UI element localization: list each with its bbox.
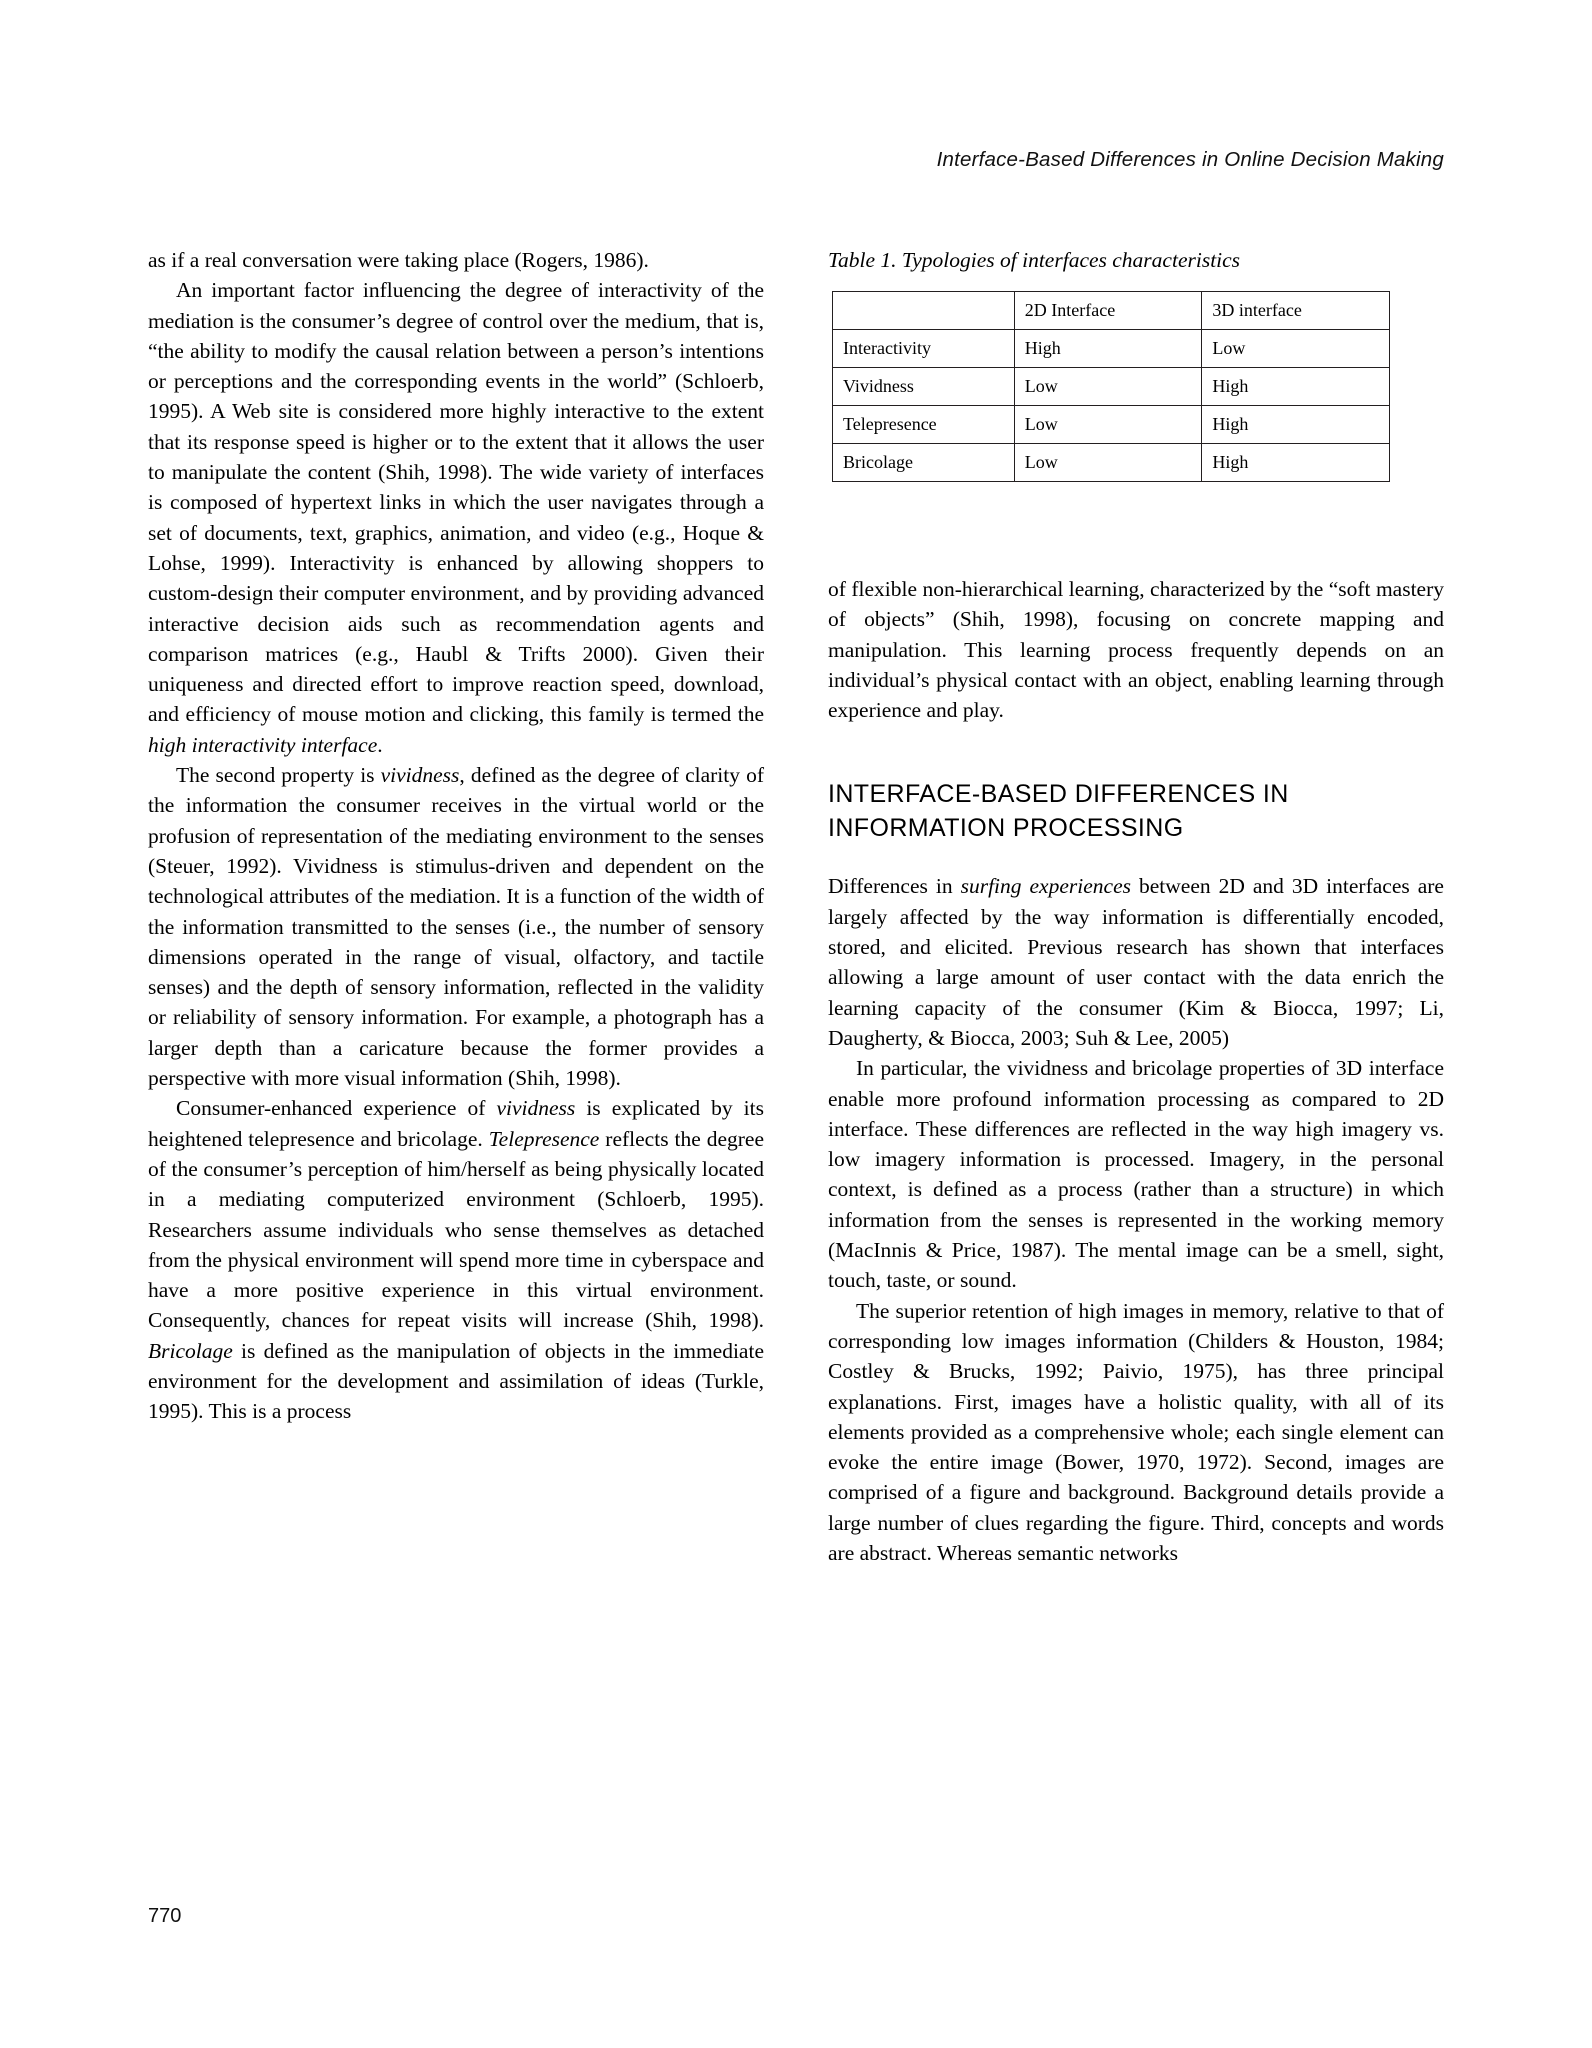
left-column [148,245,764,1568]
text-run: is explicated by its heightened telepresence and bricolage. [148,1096,764,1151]
text-run: is defined as the manipulation of objects in the immediate environment for the development and assimilation of ideas (Turkle, 1995). This is a process [148,1338,764,1424]
section-heading: INTERFACE-BASED DIFFERENCES IN INFORMATION PROCESSING [828,780,1289,843]
right-column-paragraphs-before-heading [828,574,1444,725]
table-cell: High [1014,330,1202,368]
text-run: , defined as the degree of clarity of the information the consumer receives in the virtual world or the profusion of representation of the mediating environment to the senses (Steuer, 1992). Vividness is stimulus-driven and dependent on the technological attributes of the mediation. It is a function of the width of the information transmitted to the senses (i.e., the number of sensory dimensions operated in the range of visual, olfactory, and tactile senses) and the depth of sensory information, reflected in the validity or reliability of sensory information. For example, a photograph has a larger depth than a caricature because the former provides a perspective with more visual information (Shih, 1998). [148,763,764,1091]
text-run: as if a real conversation were taking place (Rogers, 1986). [148,248,649,272]
text-run: between 2D and 3D interfaces are largely affected by the way information is differentially encoded, stored, and elicited. Previous research has shown that interfaces allowing a large amount of user contact with the data enrich the learning capacity of the consumer (Kim & Biocca, 1997; Li, Daugherty, & Biocca, 2003; Suh & Lee, 2005) [828,874,1444,1050]
body-paragraph [148,245,764,275]
right-column-paragraphs-after-heading [828,871,1444,1568]
table-row [833,368,1390,406]
text-run: In particular, the vividness and bricolage properties of 3D interface enable more profound information processing as compared to 2D interface. These differences are reflected in the way high imagery vs. low imagery information is processed. Imagery, in the personal context, is defined as a process (rather than a structure) in which information from the senses is represented in the working memory (MacInnis & Price, 1987). The mental image can be a smell, sight, touch, taste, or sound. [828,1056,1444,1293]
emphasis-text: vividness [380,763,460,788]
table-spacer [828,482,1444,574]
table-cell: High [1202,406,1390,444]
page-number: 770 [148,1905,182,1927]
body-paragraph [828,871,1444,1053]
body-paragraph [828,1053,1444,1295]
table-row-label: Telepresence [833,406,1015,444]
table-cell: Low [1014,368,1202,406]
typology-table [832,291,1390,482]
table-corner-cell [833,292,1015,330]
text-run: The superior retention of high images in memory, relative to that of corresponding low images information (Childers & Houston, 1984; Costley & Brucks, 1992; Paivio, 1975), has three principal explanations. First, images have a holistic quality, with all of its elements provided as a comprehensive whole; each single element can evoke the entire image (Bower, 1970, 1972). Second, images are comprised of a figure and background. Background details provide a large number of clues regarding the figure. Third, concepts and words are abstract. Whereas semantic networks [828,1298,1444,1566]
table-column-header: 3D interface [1202,292,1390,330]
text-run: of flexible non-hierarchical learning, characterized by the “soft mastery of objects” (Shih, 1998), focusing on concrete mapping and manipulation. This learning process frequently depends on an individual’s physical contact with an object, enabling learning through experience and play. [828,577,1444,723]
body-paragraph [148,1093,764,1426]
table-cell: High [1202,444,1390,482]
table-cell: High [1202,368,1390,406]
table-row [833,330,1390,368]
text-run: The second property is [176,763,381,788]
right-column [828,245,1444,1568]
table-row-label: Vividness [833,368,1015,406]
text-run: Differences in [828,874,961,899]
table-caption: Table 1. Typologies of interfaces characteristics [828,248,1241,272]
text-run: . [377,732,383,757]
table-cell: Low [1014,444,1202,482]
body-paragraph [148,760,764,1093]
text-run: Consumer-enhanced experience of [176,1096,497,1121]
emphasis-text: surfing experiences [960,874,1131,899]
table-cell: Low [1202,330,1390,368]
emphasis-text: Telepresence [488,1126,600,1151]
table-column-header: 2D Interface [1014,292,1202,330]
body-paragraph [148,275,764,760]
table-row [833,444,1390,482]
emphasis-text: high interactivity interface [148,732,378,757]
left-column-paragraphs [148,245,764,1427]
text-run: reflects the degree of the consumer’s perception of him/herself as being physically located in a mediating computerized environment (Schloerb, 1995). Researchers assume individuals who sense themselves as detached from the physical environment will spend more time in cyberspace and have a more positive experience in this virtual environment. Consequently, chances for repeat visits will increase (Shih, 1998). [148,1126,764,1333]
table-row [833,406,1390,444]
table-cell: Low [1014,406,1202,444]
emphasis-text: vividness [496,1096,576,1121]
body-paragraph [828,1296,1444,1569]
table-row-label: Bricolage [833,444,1015,482]
body-paragraph [828,574,1444,725]
table-row-label: Interactivity [833,330,1015,368]
two-column-body [148,245,1444,1568]
table-header-row [833,292,1390,330]
emphasis-text: Bricolage [148,1338,233,1363]
running-head: Interface-Based Differences in Online Decision Making [936,148,1444,171]
text-run: An important factor influencing the degree of interactivity of the mediation is the consumer’s degree of control over the medium, that is, “the ability to modify the causal relation between a person’s intentions or perceptions and the corresponding events in the world” (Schloerb, 1995). A Web site is considered more highly interactive to the extent that its response speed is higher or to the extent that it allows the user to manipulate the content (Shih, 1998). The wide variety of interfaces is composed of hypertext links in which the user navigates through a set of documents, text, graphics, animation, and video (e.g., Hoque & Lohse, 1999). Interactivity is enhanced by allowing shoppers to custom-design their computer environment, and by providing advanced interactive decision aids such as recommendation agents and comparison matrices (e.g., Haubl & Trifts 2000). Given their uniqueness and directed effort to improve reaction speed, download, and efficiency of mouse motion and clicking, this family is termed the [148,278,764,727]
